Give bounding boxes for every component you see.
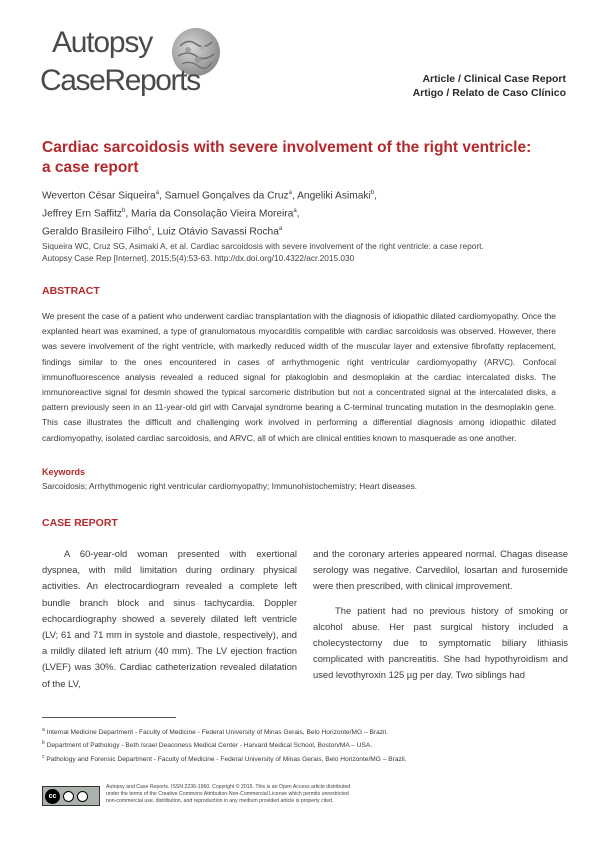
author-affiliation-mark: b — [122, 207, 126, 214]
keywords-text: Sarcoidosis; Arrhythmogenic right ventricular cardiomyopathy; Immunohistochemistry; Heart diseases. — [42, 481, 417, 491]
paragraph: The patient had no previous history of smoking or alcohol abuse. Her past surgical history included a cholecystectomy due to symptomatic biliary lithiasis complicated with pancreatitis. She had hypothyroidism and used levothyroxin 125 µg per day. Two siblings had — [313, 604, 568, 681]
author-name: Weverton César Siqueira — [42, 190, 156, 202]
cc-icon: cc — [45, 789, 60, 804]
author-affiliation-mark: c — [148, 225, 152, 232]
footnote-item — [42, 738, 562, 751]
license-line: Autopsy and Case Reports. ISSN 2236-1960. Copyright © 2015. This is an Open Access article distributed — [106, 784, 351, 790]
author-affiliation-mark: a — [293, 207, 297, 214]
footnote-item — [42, 725, 562, 738]
author-separator: , — [292, 190, 298, 202]
license-text — [106, 784, 526, 806]
author-name: Samuel Gonçalves da Cruz — [164, 190, 289, 202]
footnote-divider — [42, 717, 176, 718]
author-name: Angeliki Asimaki — [297, 190, 371, 202]
license-line: under the terms of the Creative Commons Attribution-Non-Commercial License which permits unrestricted — [106, 791, 349, 798]
noncommercial-icon — [77, 791, 88, 802]
footnote-mark: c — [42, 753, 45, 760]
footnote-text: Internal Medicine Department - Faculty of Medicine - Federal University of Minas Gerais, Belo Horizonte/MG – Brazil. — [46, 729, 388, 737]
citation-line-1: Siqueira WC, Cruz SG, Asimaki A, et al. Cardiac sarcoidosis with severe involvement of the right ventricle: a case report. — [42, 241, 484, 251]
abstract-text: We present the case of a patient who underwent cardiac transplantation with the diagnosis of idiopathic dilated cardiomyopathy. Once the explanted heart was examined, a type of granulomatous myocarditis compatible with cardiac sarcoidosis was observed. However, there was severe involvement of the right ventricle, with markedly reduced width of the muscular layer and extensive fibrofatty replacement, findings similar to the ones encountered in cases of arrhythmogenic right ventricular cardiomyopathy (ARVC). Confocal immunofluorescence analysis revealed a reduced signal for plakoglobin and desmoplakin at the cardiac intercalated disks. The immunoreactive signal for desmin showed the typical sarcomeric distribution but not a concentrated signal at the intercalated disks, a pattern previously seen in an 11-year-old girl with Carvajal syndrome bearing a C-terminal truncating mutation in the desmoplakin gene. This case illustrates the difficult and challenging work involved in performing a differential diagnosis among idiopathic dilated cardiomyopathy, isolated cardiac sarcoidosis, and ARVC, all of which are clinical entities known to masquerade as one another. — [42, 311, 556, 443]
article-type — [413, 72, 566, 100]
case-report-heading: CASE REPORT — [42, 517, 118, 529]
author-separator: , — [296, 208, 300, 220]
title-line-2: a case report — [42, 158, 139, 176]
author-affiliation-mark: a — [278, 225, 283, 232]
author-name: Luiz Otávio Savassi Rocha — [157, 225, 279, 237]
paragraph: A 60-year-old woman presented with exertional dyspnea, with mild limitation during ordinary physical activities. An electrocardiogram revealed a complete left bundle branch block and sinus tachycardia. Doppler echocardiography showed a severely dilated left ventricle (LV; 61 and 71 mm in systole and diastole, respectively), and a mildly dilated left atrium (40 mm). The LV ejection fraction (LVEF) was 30%. Cardiac catheterization revealed dilatation of the LV, — [42, 548, 297, 689]
citation — [42, 240, 562, 265]
title-line-1: Cardiac sarcoidosis with severe involvement of the right ventricle: — [42, 139, 532, 156]
author-separator: , — [374, 190, 377, 202]
citation-line-2[interactable]: Autopsy Case Rep [Internet]. 2015;5(4):53-63. http://dx.doi.org/10.4322/acr.2015.030 — [42, 253, 355, 264]
author-affiliation-mark: a — [288, 190, 292, 196]
logo-text-autopsy: Autopsy — [52, 26, 152, 59]
footnote-mark: a — [42, 727, 45, 733]
license-line: non-commercial use, distribution, and reproduction in any medium provided article is properly cited. — [106, 798, 334, 805]
article-title — [42, 138, 562, 177]
journal-logo — [40, 26, 220, 104]
creative-commons-badge[interactable] — [42, 786, 100, 806]
case-report-left-column — [42, 546, 297, 700]
article-type-pt: Artigo / Relato de Caso Clínico — [412, 87, 566, 99]
footnote-mark: b — [42, 740, 45, 747]
footnotes — [42, 725, 562, 765]
author-affiliation-mark: a — [155, 190, 159, 196]
author-separator: , — [151, 225, 158, 237]
footnote-item — [42, 752, 562, 765]
abstract-heading: ABSTRACT — [42, 285, 100, 297]
author-affiliation-mark: b — [370, 190, 375, 196]
logo-text-casereports: CaseReports — [40, 64, 200, 97]
author-list — [42, 186, 562, 239]
paragraph: and the coronary arteries appeared normal. Chagas disease serology was negative. Carvedilol, losartan and furosemide were then prescribed, with clinical improvement. — [313, 548, 568, 592]
by-icon — [63, 791, 74, 802]
footnote-text: Pathology and Forensic Department - Faculty of Medicine - Federal University of Minas Gerais, Belo Horizonte/MG – Brazil. — [46, 755, 407, 763]
keywords-heading: Keywords — [42, 467, 86, 477]
author-separator: , — [158, 190, 165, 202]
author-name: Maria da Consolação Vieira Moreira — [131, 208, 294, 220]
author-name: Geraldo Brasileiro Filho — [42, 225, 149, 237]
article-type-en: Article / Clinical Case Report — [422, 73, 566, 85]
author-separator: , — [125, 208, 132, 220]
author-name: Jeffrey Ern Saffitz — [42, 208, 123, 220]
footnote-text: Department of Pathology - Beth Israel Deaconess Medical Center - Harvard Medical School, Boston/MA – USA. — [46, 742, 373, 750]
case-report-right-column — [313, 546, 568, 692]
